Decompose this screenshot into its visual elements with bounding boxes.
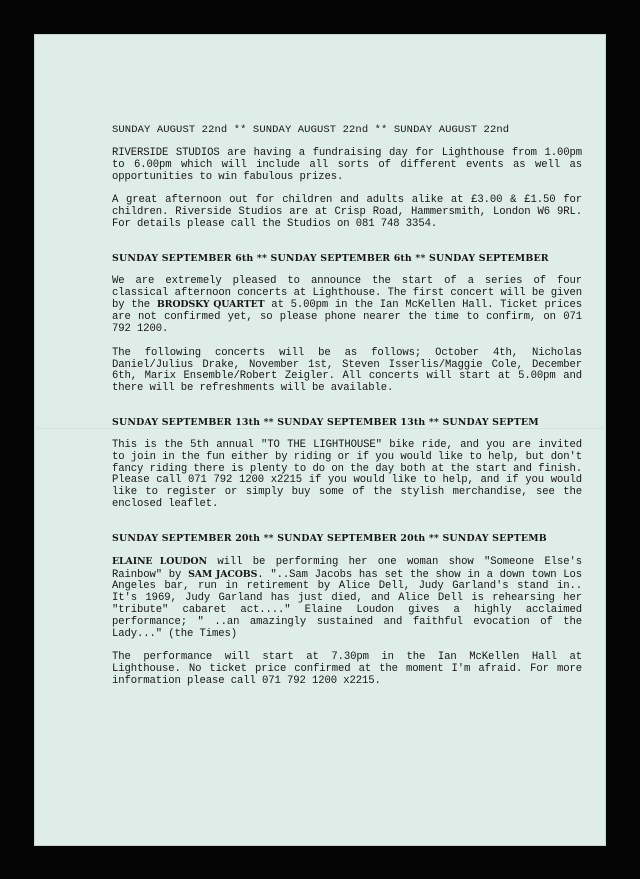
section-heading: SUNDAY SEPTEMBER 20th ** SUNDAY SEPTEMBER 20th ** SUNDAY SEPTEMB	[112, 532, 547, 544]
author-name: SAM JACOBS	[188, 568, 258, 580]
paragraph-text: We are extremely pleased to announce the start of a series of four classical afternoon concerts at Lighthouse. The first concert will be given by the	[112, 274, 582, 312]
section-heading: SUNDAY AUGUST 22nd ** SUNDAY AUGUST 22nd ** SUNDAY AUGUST 22nd	[112, 124, 510, 136]
lead-text: RIVERSIDE STUDIOS	[112, 147, 220, 159]
paragraph: The following concerts will be as follows; October 4th, Nicholas Daniel/Julius Drake, November 1st, Steven Isserlis/Maggie Cole, December 6th, Marix Ensemble/Robert Zeigler. All concerts will start at 5.00pm and there will be refreshments will be available.	[112, 346, 582, 395]
paragraph	[112, 148, 582, 183]
document-body	[112, 124, 582, 710]
paragraph-text: . "..Sam Jacobs has set the show in a down town Los Angeles bar, run in retirement by Alice Dell, Judy Garland's stand in.. It's 1969, Judy Garland has just died, and Alice Dell is rehearsing her "tribute" cabaret act...." Elaine Loudon gives a highly acclaimed performance; " ..an amazingly sustained and faithful evocation of the Lady..." (the Times)	[112, 568, 582, 640]
performer-name: ELAINE LOUDON	[112, 555, 207, 567]
performer-name: BRODSKY QUARTET	[156, 299, 265, 311]
event-section-september-13	[112, 417, 582, 511]
event-section-september-20	[112, 533, 582, 688]
paragraph: The performance will start at 7.30pm in the Ian McKellen Hall at Lighthouse. No ticket price confirmed at the moment I'm afraid. For more information please call 071 792 1200 x2215.	[112, 651, 582, 687]
paragraph-text: will be performing her one woman show "Someone Else's Rainbow" by	[112, 555, 582, 581]
document-page	[34, 34, 606, 846]
paragraph-text: at 5.00pm in the Ian McKellen Hall. Ticket prices are not confirmed yet, so please phone nearer the time to confirm, on 071 792 1200.	[112, 299, 582, 335]
section-heading: SUNDAY SEPTEMBER 6th ** SUNDAY SEPTEMBER 6th ** SUNDAY SEPTEMBER	[112, 252, 549, 264]
paragraph	[112, 556, 582, 641]
section-heading: SUNDAY SEPTEMBER 13th ** SUNDAY SEPTEMBER 13th ** SUNDAY SEPTEM	[112, 416, 539, 428]
paragraph	[112, 276, 582, 336]
paragraph-text: are having a fundraising day for Lighthouse from 1.00pm to 6.00pm which will include all sorts of different events as well as opportunities to win fabulous prizes.	[112, 147, 582, 183]
event-section-september-6	[112, 253, 582, 395]
paragraph: A great afternoon out for children and adults alike at £3.00 & £1.50 for children. Riverside Studios are at Crisp Road, Hammersmith, London W6 9RL. For details please call the Studios on 081 748 3354.	[112, 194, 582, 230]
event-section-august-22	[112, 124, 582, 231]
paragraph: This is the 5th annual "TO THE LIGHTHOUSE" bike ride, and you are invited to join in the fun either by riding or if you would like to help, but don't fancy riding there is plenty to do on the day both at the start and finish. Please call 071 792 1200 x2215 if you would like to help, and if you would like to register or simply buy some of the stylish merchandise, see the enclosed leaflet.	[112, 438, 582, 510]
